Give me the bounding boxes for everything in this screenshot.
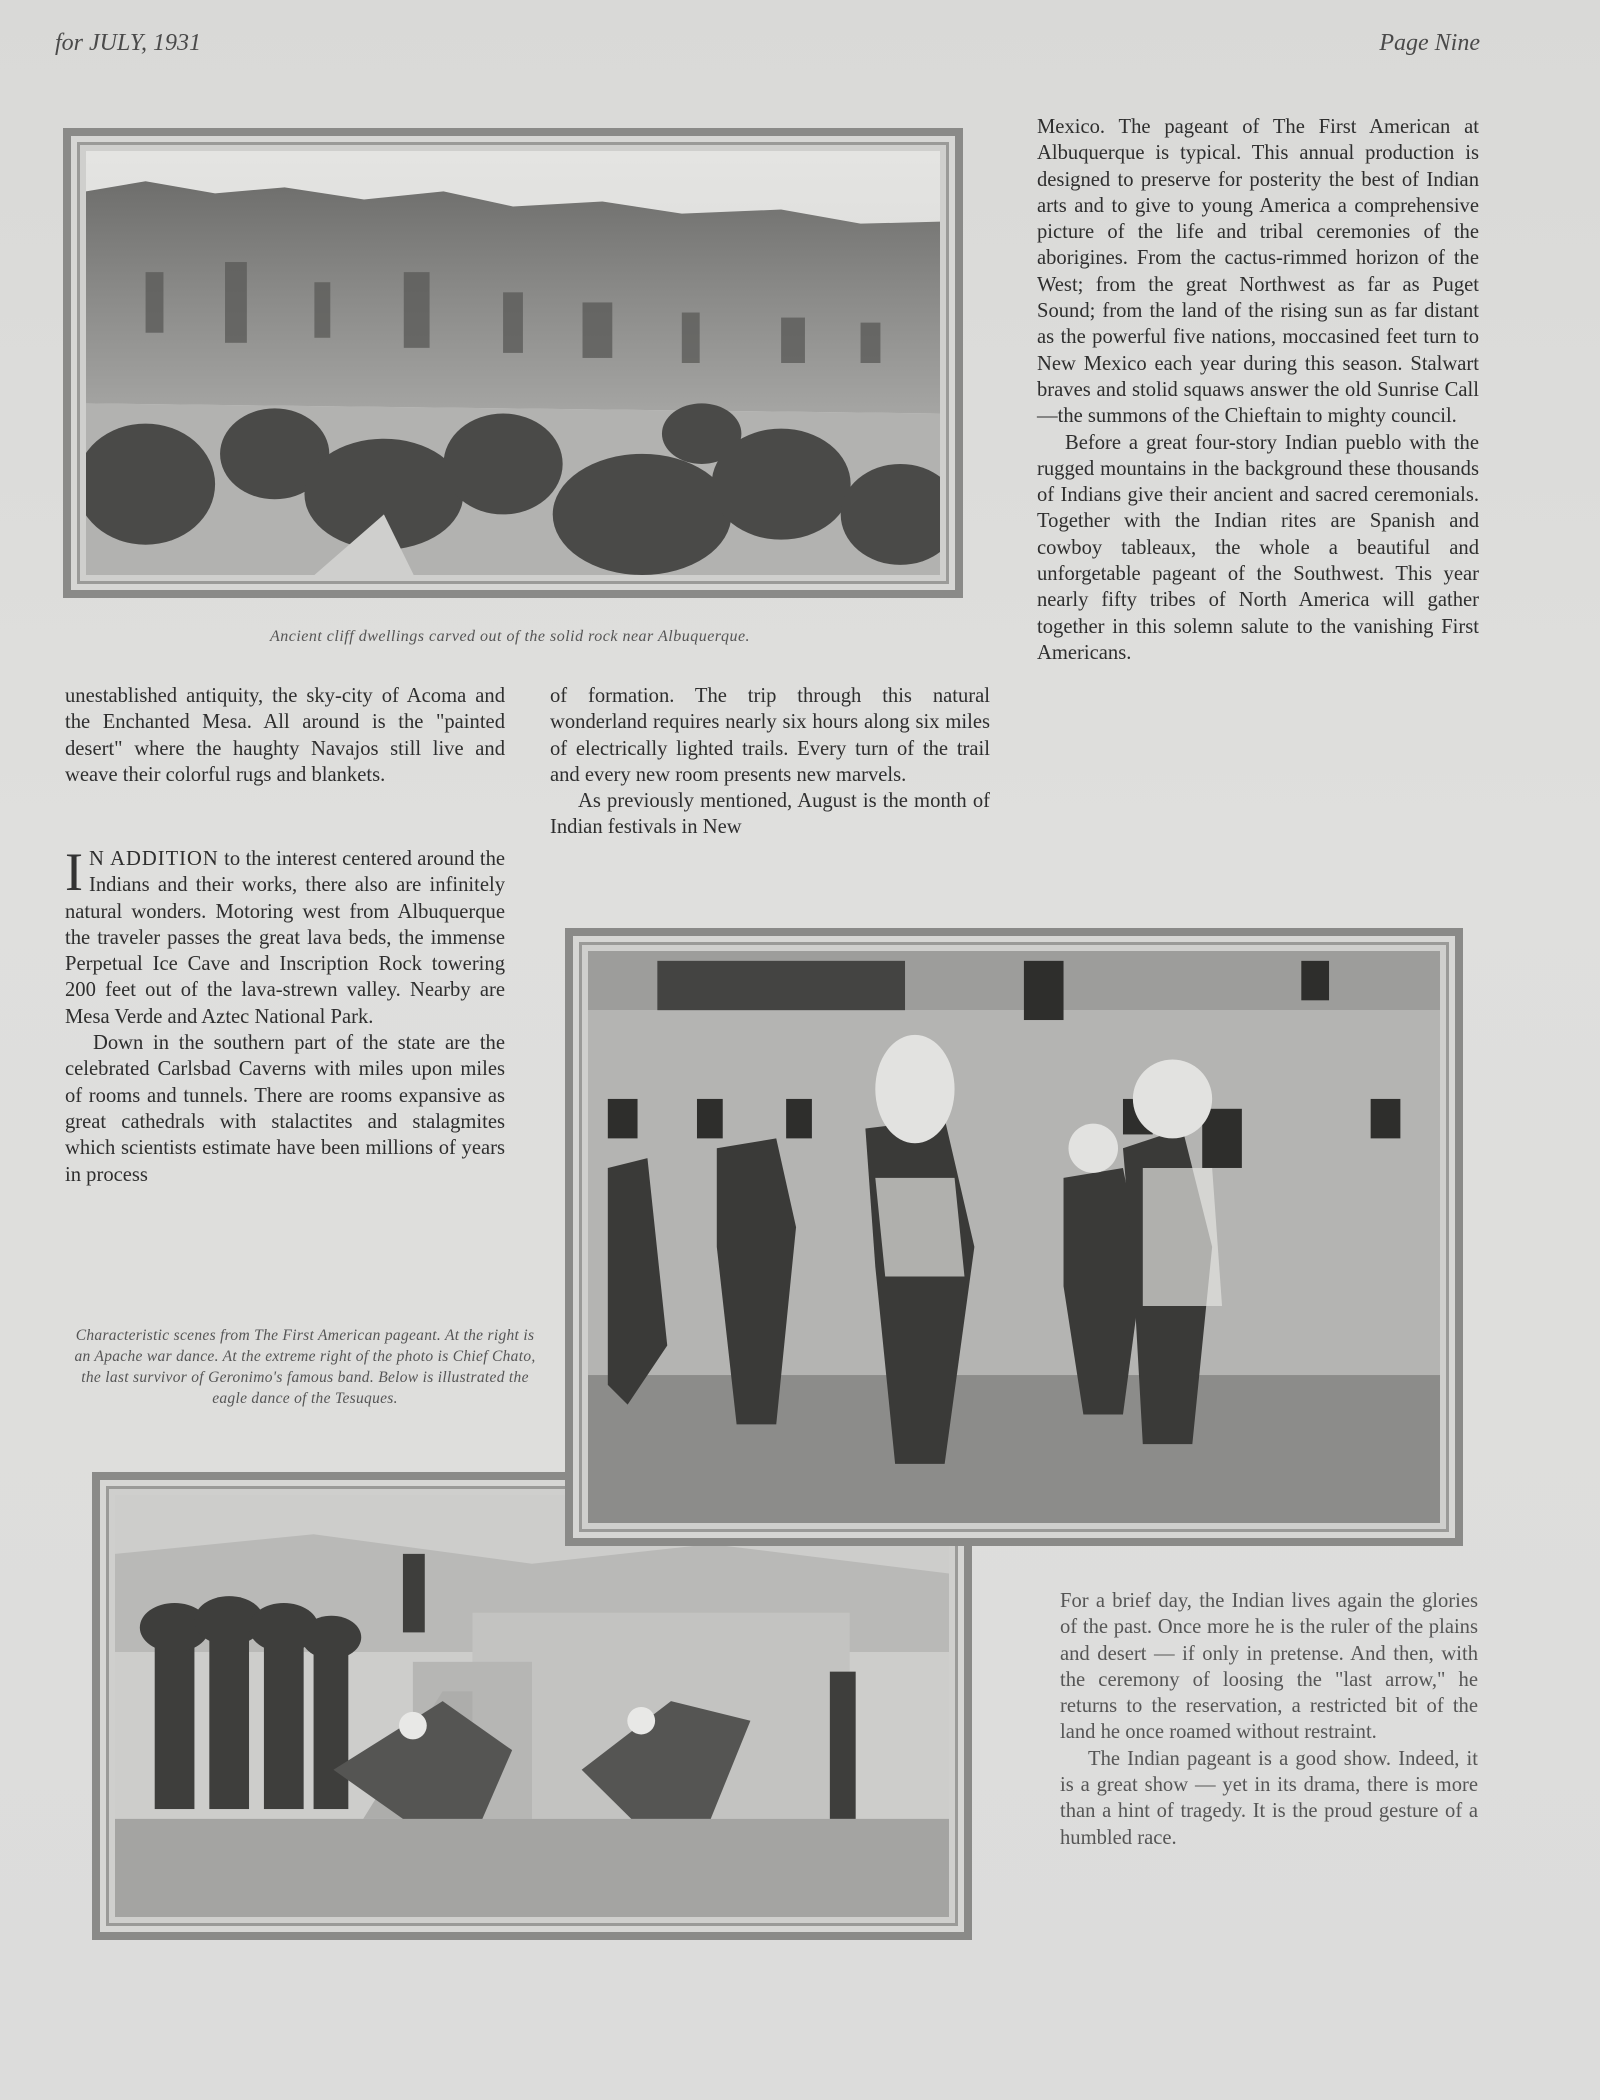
eagle-dance-image [115, 1495, 949, 1917]
article-column-1-top [65, 683, 505, 788]
article-paragraph: For a brief day, the Indian lives again the glories of the past. Once more he is the ruler of the plains and desert — if only in pretense. And then, with the ceremony of loosing the "last arrow," he returns to the reservation, a restricted bit of the land he once roamed without restraint. [1060, 1590, 1478, 1744]
small-caps-lead: N ADDITION [88, 848, 219, 870]
article-paragraph: unestablished antiquity, the sky-city of Acoma and the Enchanted Mesa. All around is the "painted desert" where the haughty Navajos still live and weave their colorful rugs and blankets. [65, 685, 505, 786]
article-column-1-bottom [65, 842, 506, 1188]
pageant-photos-caption: Characteristic scenes from The First American pageant. At the right is an Apache war dance. At the extreme right of the photo is Chief Chato, the last survivor of Geronimo's famous band. Below is illustrated the eagle dance of the Tesuques. [74, 1327, 536, 1407]
article-paragraph: of formation. The trip through this natural wonderland requires nearly six hours along six miles of electrically lighted trails. Every turn of the trail and every new room presents new marvels. [550, 685, 990, 786]
article-paragraph: Down in the southern part of the state are the celebrated Carlsbad Caverns with miles upon miles of rooms and tunnels. There are rooms expansive as great cathedrals with stalactites and stalagmites which scientists estimate have been millions of years in process [65, 1032, 505, 1186]
cliff-dwellings-photo [63, 128, 963, 598]
drop-cap: I [65, 842, 83, 902]
article-paragraph: Mexico. The pageant of The First American at Albuquerque is typical. This annual production is designed to preserve for posterity the best of Indian arts and to give to young America a comprehensive picture of the life and tribal ceremonies of the aborigines. From the cactus-rimmed horizon of the West; from the great Northwest as far as Puget Sound; from the land of the rising sun as far distant as the powerful five nations, moccasined feet turn to New Mexico each year during this season. Stalwart braves and stolid squaws answer the old Sunrise Call—the summons of the Chieftain to mighty council. [1037, 116, 1479, 428]
paragraph-text: to the interest centered around the Indians and their works, there also are infinitely natural wonders. Motoring west from Albuquerque the traveler passes the great lava beds, the immense Perpetual Ice Cave and Inscription Rock towering 200 feet out of the lava-strewn valley. Nearby are Mesa Verde and Aztec National Park. [65, 848, 506, 1028]
article-column-2 [550, 683, 990, 841]
article-paragraph: The Indian pageant is a good show. Indeed, it is a great show — yet in its drama, there is more than a hint of tragedy. It is the proud gesture of a humbled race. [1060, 1747, 1478, 1849]
article-paragraph: As previously mentioned, August is the month of Indian festivals in New [550, 790, 990, 839]
article-paragraph: Before a great four-story Indian pueblo with the rugged mountains in the background these thousands of Indians give their ancient and sacred ceremonials. Together with the Indian rites are Spanish and cowboy tableaux, the whole a beautiful and unforgetable pageant of the Southwest. This year nearly fifty tribes of North America will gather together in this solemn salute to the vanishing First Americans. [1037, 431, 1479, 664]
issue-date-header: for JULY, 1931 [55, 30, 202, 56]
page-number-header: Page Nine [1379, 30, 1480, 56]
article-column-3 [1037, 114, 1479, 666]
article-paragraph-dropcap [65, 842, 506, 1030]
apache-war-dance-image [588, 951, 1440, 1523]
cliff-dwellings-image [86, 151, 940, 575]
apache-war-dance-photo [565, 928, 1463, 1546]
article-column-4 [1060, 1588, 1478, 1851]
cliff-photo-caption: Ancient cliff dwellings carved out of the solid rock near Albuquerque. [269, 628, 751, 645]
